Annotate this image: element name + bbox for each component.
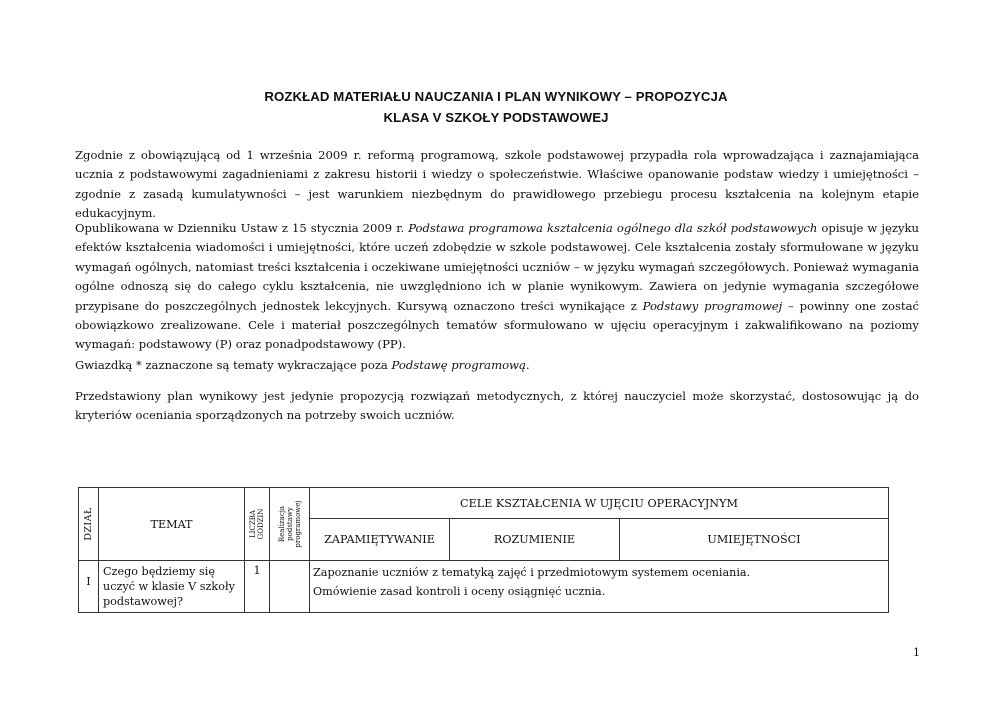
intro-paragraph: Zgodnie z obowiązującą od 1 września 2009 r. reformą programową, szkole podstawowej przypadła rola wprowadzająca i zaznajamiająca ucznia z podstawowymi zagadnieniami z zakresu historii i wiedzy o społeczeństwie. Właściwe opanowanie podstaw wiedzy i umiejętności – zgodnie z zasadą kumulatywności – jest warunkiem niezbędnym do prawidłowego przebiegu procesu kształcenia na kolejnym etapie edukacyjnym. bbox=[75, 148, 919, 221]
row-cel-2: Omówienie zasad kontroli i oceny osiągnięć ucznia. bbox=[313, 585, 606, 598]
row-cel-1: Zapoznanie uczniów z tematyką zajęć i przedmiotowym systemem oceniania. bbox=[313, 566, 751, 579]
closing-paragraph: Przedstawiony plan wynikowy jest jedynie propozycją rozwiązań metodycznych, z której nauczyciel może skorzystać, dostosowując ją do kryteriów oceniania sporządzonych na potrzeby swoich uczniów. bbox=[75, 389, 919, 423]
header-temat: TEMAT bbox=[99, 488, 245, 561]
table-row bbox=[79, 561, 889, 613]
row-dzial: I bbox=[79, 561, 99, 613]
header-dzial bbox=[79, 488, 99, 561]
paragraph-italic-text: Podstawa programowa kształcenia ogólnego dla szkół podstawowych bbox=[408, 221, 818, 235]
row-temat: Czego będziemy się uczyć w klasie V szkoły podstawowej? bbox=[99, 561, 245, 613]
header-liczba-line2: GODZIN bbox=[257, 508, 265, 540]
paragraph-italic-text: Podstawę programową bbox=[391, 358, 526, 372]
paragraph-text: . bbox=[525, 358, 530, 372]
header-realizacja-line1: Realizacja bbox=[277, 505, 286, 543]
header-liczba-line1: LICZBA bbox=[249, 510, 257, 538]
paragraph-text: opisuje w języku efektów kształcenia wiadomości i umiejętności, które uczeń zdobędzie w szkole podstawowej. Cele kształcenia zostały sformułowane w języku wymagań ogólnych, natomiast treści kształcenia i oczekiwane umiejętności uczniów – w języku wymagań szczegółowych. Ponieważ wymagania ogólne odnoszą się do całego cyklu kształcenia, nie uwzględniono ich w planie wynikowym. Zawiera on jedynie wymagania szczegółowe przypisane do poszczególnych jednostek lekcyjnych. Kursywą oznaczono treści wynikające z bbox=[75, 221, 919, 313]
asterisk-note-paragraph bbox=[75, 356, 919, 375]
paragraph-text: Opublikowana w Dzienniku Ustaw z 15 stycznia 2009 r. bbox=[75, 221, 409, 235]
header-liczba-godzin bbox=[245, 488, 270, 561]
header-cele: CELE KSZTAŁCENIA W UJĘCIU OPERACYJNYM bbox=[310, 488, 889, 519]
document-title: ROZKŁAD MATERIAŁU NAUCZANIA I PLAN WYNIKOWY – PROPOZYCJA bbox=[264, 89, 728, 104]
header-realizacja-label bbox=[278, 500, 302, 547]
header-zapamietywanie: ZAPAMIĘTYWANIE bbox=[310, 519, 450, 561]
legal-basis-paragraph bbox=[75, 219, 919, 355]
document-subtitle: KLASA V SZKOŁY PODSTAWOWEJ bbox=[383, 110, 609, 125]
row-cele bbox=[310, 561, 889, 613]
paragraph-text: Gwiazdką * zaznaczone są tematy wykraczające poza bbox=[75, 358, 392, 372]
plan-table bbox=[78, 487, 889, 613]
header-realizacja bbox=[270, 488, 310, 561]
header-realizacja-line2: podstawy bbox=[285, 507, 294, 541]
paragraph-text: – powinny one zostać obowiązkowo zrealizowane. Cele i materiał poszczególnych tematów sformułowano w ujęciu operacyjnym i zakwalifikowano na poziomy wymagań: podstawowy (P) oraz ponadpodstawowy (PP). bbox=[75, 298, 919, 352]
header-dzial-label: DZIAŁ bbox=[82, 507, 94, 541]
header-umiejetnosci: UMIEJĘTNOŚCI bbox=[620, 519, 889, 561]
row-realizacja bbox=[270, 561, 310, 613]
row-godziny: 1 bbox=[245, 561, 270, 613]
page-number: 1 bbox=[913, 646, 920, 659]
paragraph-italic-text: Podstawy programowej bbox=[642, 298, 783, 313]
header-liczba-godzin-label bbox=[249, 509, 265, 540]
header-realizacja-line3: programowej bbox=[293, 500, 302, 548]
header-rozumienie: ROZUMIENIE bbox=[450, 519, 620, 561]
